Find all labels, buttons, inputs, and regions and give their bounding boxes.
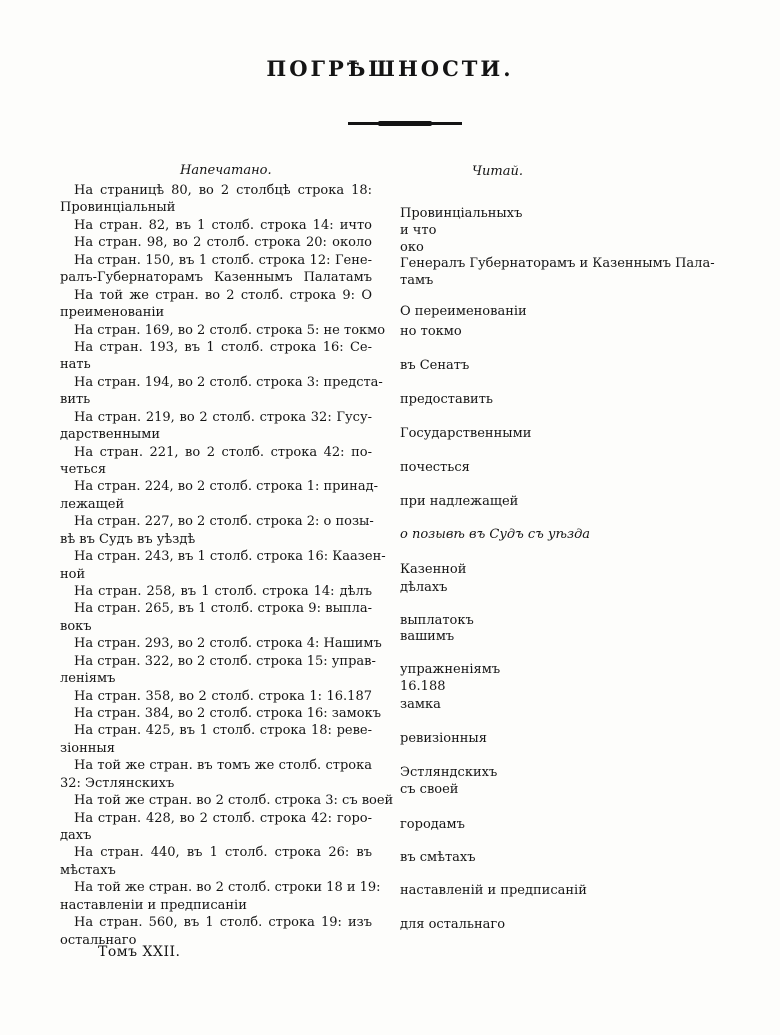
right-line: въ смѣтахъ [400,850,476,865]
left-line: леніямъ [60,671,116,686]
right-line: и что [400,223,437,238]
left-line: На стран. 293, во 2 столб. строка 4: Нашимъ [74,636,382,651]
left-line: На стран. 425, въ 1 столб. строка 18: реве- [74,723,372,738]
right-line: при надлежащей [400,494,519,509]
right-line: упражненіямъ [400,662,501,677]
left-line: преименованіи [60,305,165,320]
left-line: На стран. 193, въ 1 столб. строка 16: Се- [74,340,372,355]
right-line: наставленій и предписаній [400,883,587,898]
left-line: Провинціальный [60,200,176,215]
right-line: выплатокъ [400,613,474,628]
left-line: вить [60,392,91,407]
right-line: О переименованіи [400,304,527,319]
right-line: 16.188 [400,679,446,694]
left-line: вокъ [60,619,92,634]
left-line: На той же стран. во 2 столб. строки 18 и 19: [74,880,381,895]
right-line: Провинціальныхъ [400,206,523,221]
left-line: На стран. 227, во 2 столб. строка 2: о позы- [74,514,374,529]
right-line: ревизіонныя [400,731,487,746]
left-line: На стран. 265, въ 1 столб. строка 9: выпла- [74,601,372,616]
left-line: На стран. 219, во 2 столб. строка 32: Гусу- [74,410,372,425]
left-line: ралъ-Губернаторамъ Казеннымъ Палатамъ [60,270,372,285]
left-line: На стран. 224, во 2 столб. строка 1: принад- [74,479,378,494]
left-line: На той же стран. во 2 столб. строка 9: О [74,288,372,303]
left-line: На стран. 243, въ 1 столб. строка 16: Каазен- [74,549,386,564]
right-line: для остальнаго [400,917,506,932]
left-line: ной [60,567,86,582]
left-line: На стран. 194, во 2 столб. строка 3: предста- [74,375,383,390]
left-line: На стран. 428, во 2 столб. строка 42: горо- [74,811,372,826]
left-line: вѣ въ Судъ въ уѣздѣ [60,532,196,547]
left-line: На стран. 150, въ 1 столб. строка 12: Гене- [74,253,372,268]
left-column-heading: Напечатано. [180,163,272,178]
left-line: На той же стран. въ томъ же столб. строка [74,758,372,773]
left-line: На стран. 82, въ 1 столб. строка 14: ичто [74,218,372,233]
left-line: На той же стран. во 2 столб. строка 3: съ воей [74,793,394,808]
left-line: На стран. 221, во 2 столб. строка 42: по- [74,445,372,460]
left-line: зіонныя [60,741,115,756]
right-line: Эстляндскихъ [400,765,498,780]
left-line: нать [60,357,91,372]
left-line: 32: Эстлянскихъ [60,776,175,791]
left-line: На стран. 440, въ 1 столб. строка 26: въ [74,845,372,860]
right-line: но токмо [400,324,462,339]
left-line: остальнаго [60,933,137,948]
right-line: Генералъ Губернаторамъ и Казеннымъ Пала- [400,256,715,271]
left-line: На страницѣ 80, во 2 столбцѣ строка 18: [74,183,372,198]
right-line: вашимъ [400,629,455,644]
right-line: почесться [400,460,470,475]
right-line: Казенной [400,562,467,577]
left-line: На стран. 358, во 2 столб. строка 1: 16.187 [74,689,372,704]
left-line: На стран. 169, во 2 столб. строка 5: не токмо [74,323,386,338]
right-line: городамъ [400,817,465,832]
right-line: око [400,240,424,255]
right-line: о позывѣ въ Судъ съ уѣзда [400,527,591,542]
left-line: мѣстахъ [60,863,116,878]
left-line: На стран. 384, во 2 столб. строка 16: замокъ [74,706,381,721]
right-line: съ своей [400,782,459,797]
left-line: На стран. 98, во 2 столб. строка 20: около [74,235,372,250]
right-line: тамъ [400,273,434,288]
left-line: лежащей [60,497,125,512]
left-line: четься [60,462,107,477]
right-line: дѣлахъ [400,580,448,595]
left-line: дарственными [60,427,161,442]
left-line: На стран. 560, въ 1 столб. строка 19: изъ [74,915,372,930]
right-line: Государственными [400,426,532,441]
left-line: На стран. 322, во 2 столб. строка 15: управ- [74,654,376,669]
volume-footer: Томъ XXII. [98,944,181,960]
page-title: ПОГРѢШНОСТИ. [266,56,514,81]
left-line: наставленіи и предписаніи [60,898,247,913]
right-line: предоставить [400,392,493,407]
right-line: въ Сенатъ [400,358,470,373]
left-line: дахъ [60,828,92,843]
title-rule [348,122,462,125]
right-line: замка [400,697,441,712]
left-line: На стран. 258, въ 1 столб. строка 14: дѣлъ [74,584,372,599]
right-column-heading: Читай. [472,164,524,179]
